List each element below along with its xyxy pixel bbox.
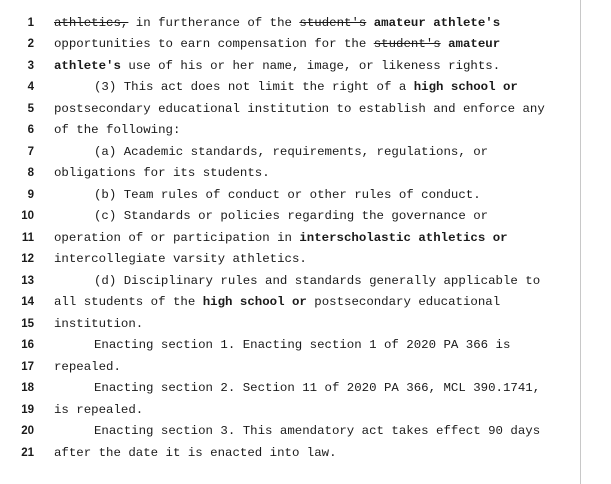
- inserted-text-run: high school or: [413, 80, 518, 95]
- document-line: [0, 421, 578, 443]
- text-run: postsecondary educational institution to establish and enforce any: [54, 101, 545, 116]
- line-text: [54, 34, 500, 56]
- line-number: 19: [21, 403, 34, 416]
- document-line: [0, 400, 578, 422]
- text-run: repealed.: [54, 359, 121, 374]
- line-text: [54, 292, 500, 314]
- text-run: Enacting section 2. Section 11 of 2020 PA 366, MCL 390.1741,: [94, 381, 541, 396]
- line-number: 1: [27, 16, 34, 29]
- struck-text-run: student's: [299, 15, 367, 30]
- line-text: [94, 185, 481, 207]
- text-run: (b) Team rules of conduct or other rules of conduct.: [94, 187, 481, 202]
- line-number: 5: [27, 102, 34, 115]
- document-line: [0, 120, 578, 142]
- line-number: 8: [27, 167, 34, 180]
- line-number: 16: [21, 339, 34, 352]
- line-text: [94, 142, 488, 164]
- text-run: Enacting section 3. This amendatory act takes effect 90 days: [94, 424, 541, 439]
- text-run: postsecondary educational: [306, 295, 501, 310]
- line-number: 10: [21, 210, 34, 223]
- struck-text-run: student's: [373, 37, 441, 52]
- line-text: [54, 314, 143, 336]
- document-line: [0, 292, 578, 314]
- line-text: [54, 120, 180, 142]
- document-line: [0, 13, 578, 35]
- text-run: Enacting section 1. Enacting section 1 of 2020 PA 366 is: [94, 338, 511, 353]
- text-run: opportunities to earn compensation for the: [54, 37, 374, 52]
- line-text: [94, 335, 510, 357]
- line-number: 11: [21, 231, 34, 244]
- document-line: [0, 314, 578, 336]
- text-run: obligations for its students.: [54, 166, 270, 181]
- text-run: (c) Standards or policies regarding the governance or: [94, 209, 489, 224]
- text-run: use of his or her name, image, or likeness rights.: [120, 58, 501, 73]
- text-run: in furtherance of the: [128, 15, 300, 30]
- document-line: [0, 228, 578, 250]
- page-edge-divider: [580, 0, 581, 484]
- line-number: 17: [21, 360, 34, 373]
- line-number: 7: [27, 145, 34, 158]
- text-run: operation of or participation in: [54, 230, 300, 245]
- line-number: 4: [27, 81, 34, 94]
- line-text: [94, 378, 540, 400]
- text-run: intercollegiate varsity athletics.: [54, 252, 307, 267]
- text-run: all students of the: [54, 295, 203, 310]
- inserted-text-run: athlete's: [54, 58, 121, 73]
- text-run: (d) Disciplinary rules and standards generally applicable to: [94, 273, 541, 288]
- text-run: is repealed.: [54, 402, 144, 417]
- line-number: 15: [21, 317, 34, 330]
- line-text: [54, 249, 307, 271]
- line-text: [94, 271, 540, 293]
- document-line: [0, 206, 578, 228]
- document-line: [0, 99, 578, 121]
- line-number: 21: [21, 446, 34, 459]
- line-number: 9: [27, 188, 34, 201]
- inserted-text-run: high school or: [202, 295, 307, 310]
- line-text: [54, 163, 270, 185]
- text-run: of the following:: [54, 123, 181, 138]
- document-line: [0, 271, 578, 293]
- text-run: institution.: [54, 316, 144, 331]
- document-line: [0, 77, 578, 99]
- line-number: 12: [21, 253, 34, 266]
- inserted-text-run: amateur athlete's: [366, 15, 501, 30]
- text-run: (a) Academic standards, requirements, regulations, or: [94, 144, 489, 159]
- line-text: [94, 206, 488, 228]
- line-text: [54, 443, 337, 465]
- document-line: [0, 34, 578, 56]
- document-line: [0, 335, 578, 357]
- line-text: [54, 56, 500, 78]
- line-number: 14: [21, 296, 34, 309]
- document-line: [0, 378, 578, 400]
- document-line: [0, 163, 578, 185]
- line-text: [54, 228, 508, 250]
- document-line: [0, 185, 578, 207]
- document-line: [0, 56, 578, 78]
- inserted-text-run: interscholastic athletics or: [299, 230, 508, 245]
- inserted-text-run: amateur: [440, 37, 501, 52]
- struck-text-run: athletics,: [54, 15, 129, 30]
- text-run: (3) This act does not limit the right of a: [94, 80, 414, 95]
- line-text: [54, 400, 143, 422]
- document-line: [0, 142, 578, 164]
- line-number: 20: [21, 425, 34, 438]
- line-number: 3: [27, 59, 34, 72]
- line-text: [94, 421, 540, 443]
- line-text: [54, 99, 545, 121]
- line-number: 2: [27, 38, 34, 51]
- line-text: [54, 13, 500, 35]
- document-line: [0, 443, 578, 465]
- line-number: 18: [21, 382, 34, 395]
- line-number: 6: [27, 124, 34, 137]
- line-number: 13: [21, 274, 34, 287]
- document-line: [0, 357, 578, 379]
- line-text: [54, 357, 121, 379]
- line-text: [94, 77, 518, 99]
- text-run: after the date it is enacted into law.: [54, 445, 337, 460]
- document-line: [0, 249, 578, 271]
